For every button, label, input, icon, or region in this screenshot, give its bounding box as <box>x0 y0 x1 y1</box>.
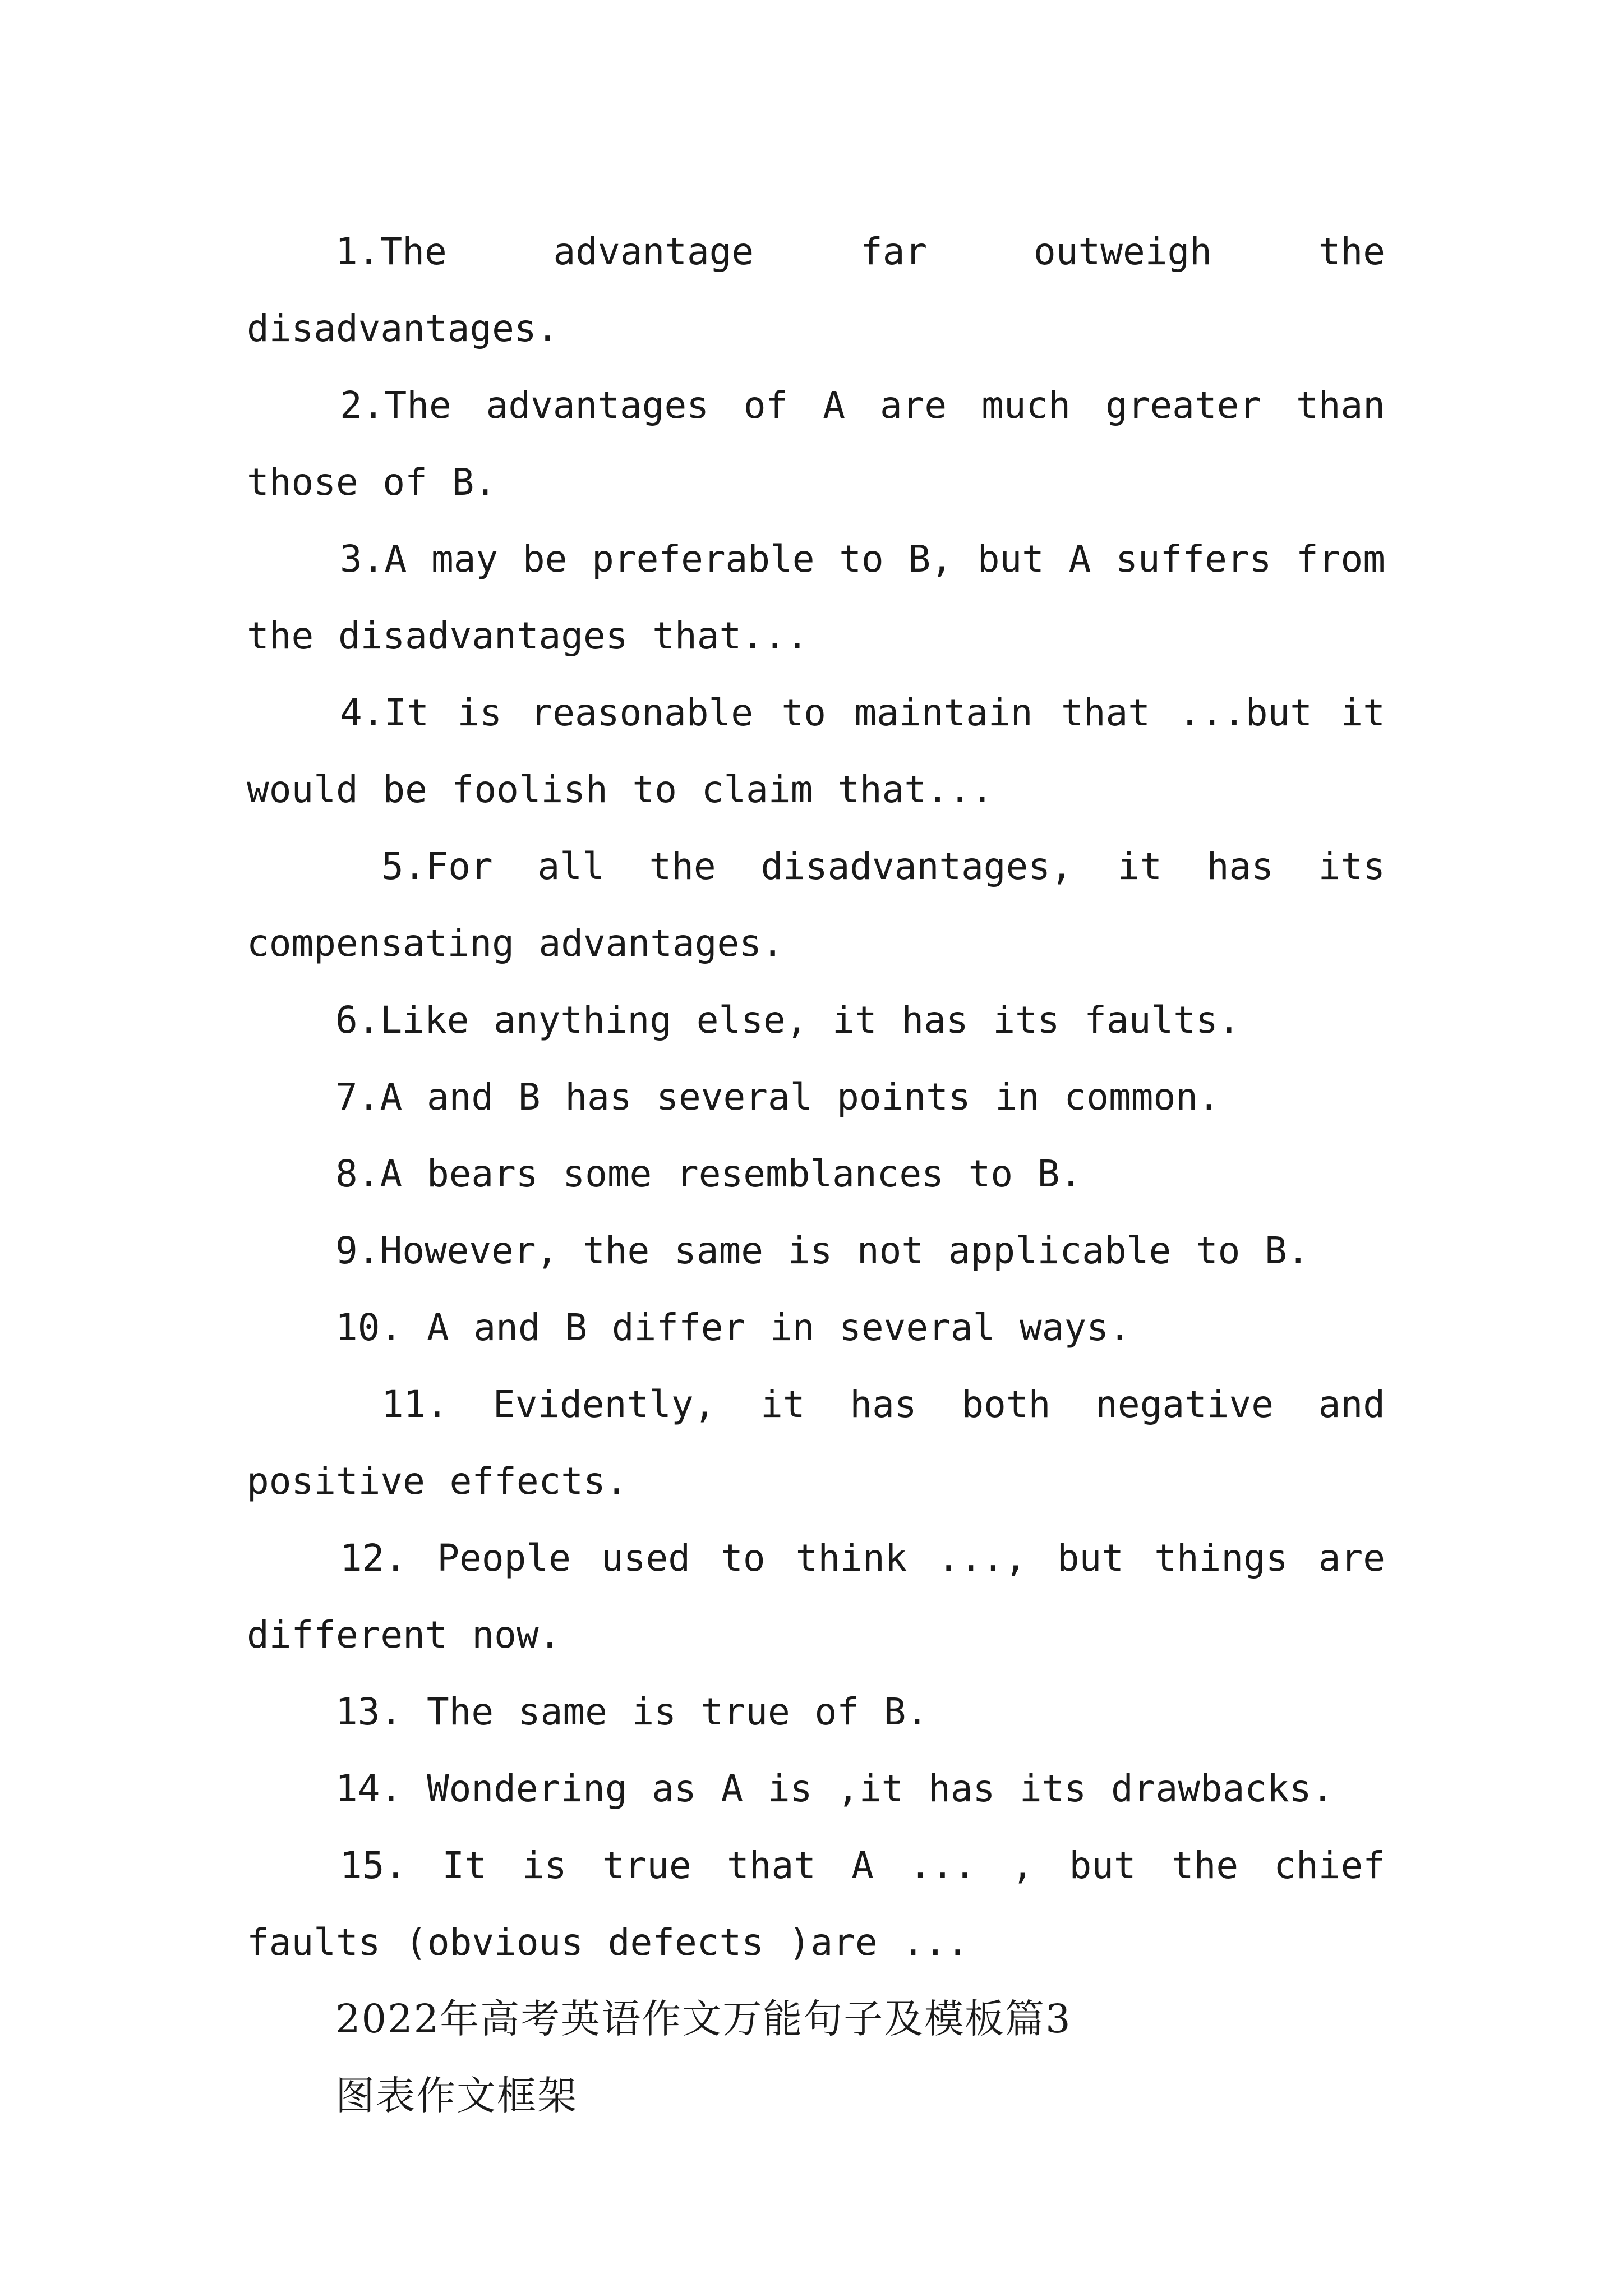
sentence-11: 11. Evidently, it has both negative and positive effects. <box>247 1383 1410 1503</box>
section-heading: 2022年高考英语作文万能句子及模板篇3 <box>335 1996 1072 2042</box>
sentence-9: 9.However, the same is not applicable to B. <box>335 1229 1310 1272</box>
sentence-15: 15. It is true that A ... , but the chief faults (obvious defects )are ... <box>247 1844 1410 1964</box>
document-page <box>247 213 1410 2134</box>
sentence-8: 8.A bears some resemblances to B. <box>335 1152 1082 1195</box>
sentence-7: 7.A and B has several points in common. <box>335 1075 1220 1119</box>
sentence-6: 6.Like anything else, it has its faults. <box>335 999 1241 1042</box>
sentence-14: 14. Wondering as A is ,it has its drawbacks. <box>335 1767 1334 1810</box>
sentence-12: 12. People used to think ..., but things are different now. <box>247 1536 1410 1657</box>
sentence-2: 2.The advantages of A are much greater than those of B. <box>247 384 1410 504</box>
section-subheading: 图表作文框架 <box>335 2073 578 2119</box>
sentence-5: 5.For all the disadvantages, it has its compensating advantages. <box>247 845 1410 965</box>
sentence-13: 13. The same is true of B. <box>335 1690 929 1733</box>
sentence-3: 3.A may be preferable to B, but A suffers from the disadvantages that... <box>247 537 1410 657</box>
sentence-4: 4.It is reasonable to maintain that ...but it would be foolish to claim that... <box>247 691 1410 811</box>
sentence-1: 1.The advantage far outweigh the disadvantages. <box>247 230 1410 350</box>
sentence-10: 10. A and B differ in several ways. <box>335 1306 1131 1349</box>
